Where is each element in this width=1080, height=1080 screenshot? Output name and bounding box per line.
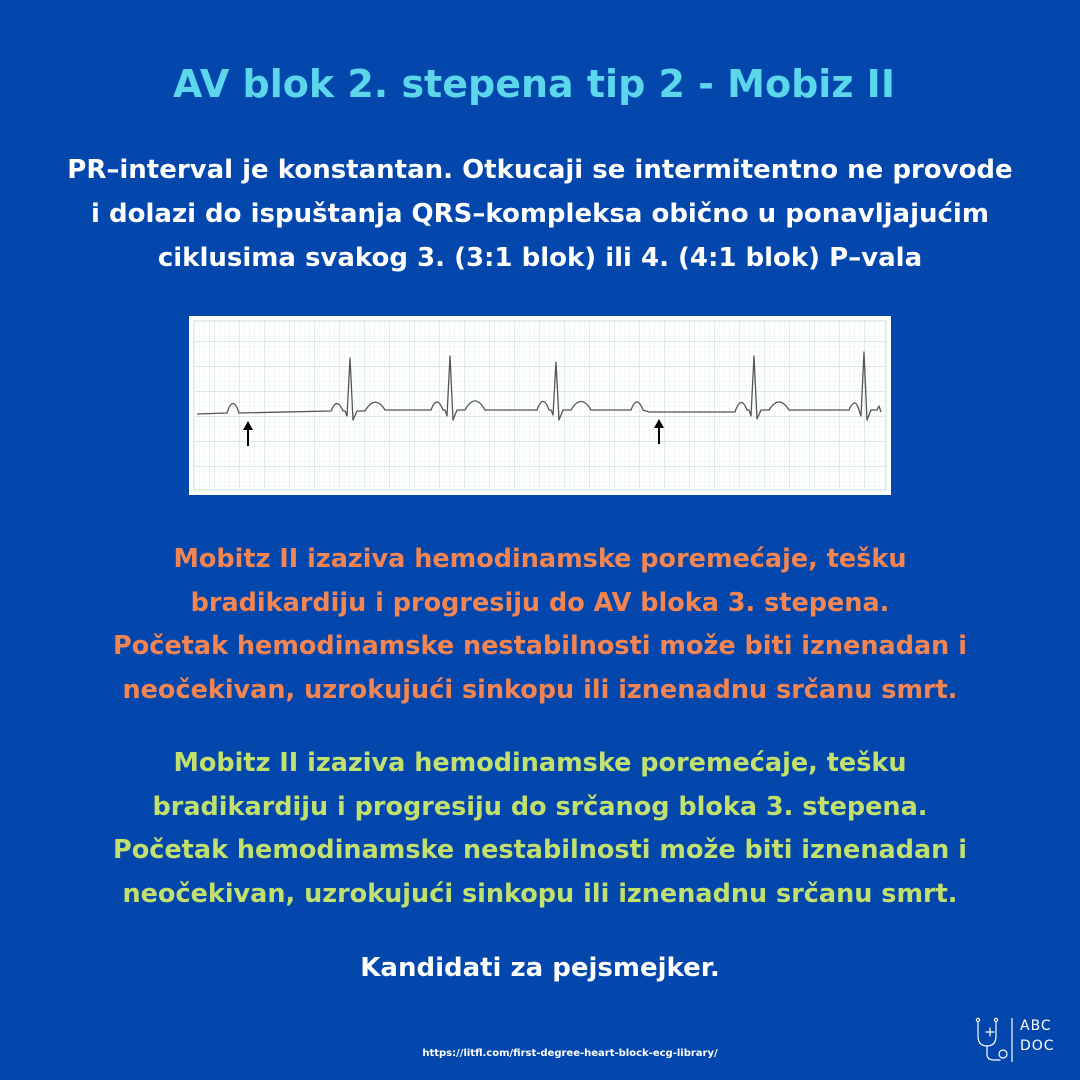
stethoscope-icon xyxy=(970,1014,1014,1064)
paragraph-line: Mobitz II izaziva hemodinamske poremećaje, tešku xyxy=(173,748,907,778)
intro-line: ciklusima svakog 3. (3:1 blok) ili 4. (4:1 blok) P–vala xyxy=(157,243,923,273)
logo-text: ABC xyxy=(1020,1018,1052,1034)
paragraph-line: Mobitz II izaziva hemodinamske poremećaje, tešku xyxy=(173,544,907,574)
paragraph-green xyxy=(0,742,1080,916)
ecg-strip-image xyxy=(189,316,891,495)
page-title: AV blok 2. stepena tip 2 - Mobiz II xyxy=(173,62,895,106)
paragraph-line: bradikardiju i progresiju do srčanog bloka 3. stepena. xyxy=(152,791,928,822)
intro-text xyxy=(0,148,1080,280)
intro-line: i dolazi do ispuštanja QRS–kompleksa obično u ponavljajućim xyxy=(91,199,989,229)
paragraph-line: bradikardiju i progresiju do AV bloka 3. stepena. xyxy=(190,587,890,618)
source-link[interactable]: https://litfl.com/first-degree-heart-block-ecg-library/ xyxy=(422,1048,718,1059)
closing-text: Kandidati za pejsmejker. xyxy=(360,953,720,983)
paragraph-line: Početak hemodinamske nestabilnosti može biti iznenadan i xyxy=(113,835,967,865)
logo xyxy=(970,1014,1055,1064)
logo-text: DOC xyxy=(1020,1038,1055,1054)
paragraph-orange xyxy=(0,538,1080,712)
intro-line: PR–interval je konstantan. Otkucaji se intermitentno ne provode xyxy=(67,155,1013,185)
paragraph-line: neočekivan, uzrokujući sinkopu ili iznenadnu srčanu smrt. xyxy=(122,878,958,909)
paragraph-line: Početak hemodinamske nestabilnosti može biti iznenadan i xyxy=(113,631,967,661)
paragraph-line: neočekivan, uzrokujući sinkopu ili iznenadnu srčanu smrt. xyxy=(122,674,958,705)
